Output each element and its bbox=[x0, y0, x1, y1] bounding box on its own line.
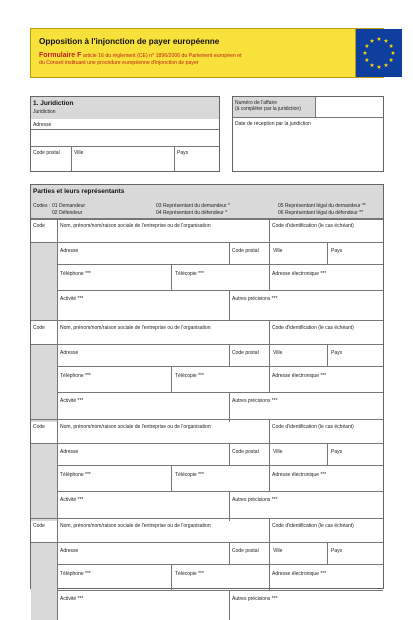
eu-stars bbox=[356, 29, 402, 77]
jurisdiction-address-label: Adresse bbox=[33, 122, 52, 128]
party-code-label: Code bbox=[33, 523, 45, 529]
party-postal-field[interactable] bbox=[230, 357, 269, 366]
jurisdiction-country-field[interactable] bbox=[175, 157, 219, 171]
code-05: 05 Représentant légal du demandeur ** bbox=[278, 203, 366, 209]
eu-star-icon bbox=[389, 58, 393, 62]
jurisdiction-city-label: Ville bbox=[74, 150, 84, 156]
party-fax-label: Télécopie *** bbox=[175, 271, 204, 277]
party-other-field[interactable] bbox=[230, 303, 383, 320]
parties-heading: Parties et leurs représentants bbox=[33, 188, 125, 195]
eu-flag-icon bbox=[355, 29, 402, 77]
party-id-label: Code d'identification (le cas échéant) bbox=[272, 325, 354, 331]
code-02: 02 Défendeur bbox=[52, 210, 83, 216]
party-code-label: Code bbox=[33, 325, 45, 331]
party-activity-label: Activité *** bbox=[60, 497, 84, 503]
party-city-label: Ville bbox=[273, 449, 283, 455]
party-side-band bbox=[31, 345, 57, 422]
party-country-label: Pays bbox=[331, 350, 343, 356]
party-city-label: Ville bbox=[273, 248, 283, 254]
codes-label: Codes : bbox=[33, 203, 51, 209]
jurisdiction-section bbox=[30, 96, 220, 172]
party-code-label: Code bbox=[33, 223, 45, 229]
party-side-band bbox=[31, 543, 57, 620]
party-id-field[interactable] bbox=[270, 530, 383, 542]
party-fax-field[interactable] bbox=[172, 278, 269, 290]
party-activity-label: Activité *** bbox=[60, 398, 84, 404]
subtitle-line-2: du Conseil instituant une procédure européenne d'injonction de payer bbox=[39, 60, 199, 66]
eu-star-icon bbox=[370, 63, 374, 67]
party-country-label: Pays bbox=[331, 449, 343, 455]
party-other-label: Autres précisions *** bbox=[232, 497, 278, 503]
form-header bbox=[30, 28, 384, 78]
party-address-label: Adresse bbox=[60, 350, 79, 356]
party-postal-label: Code postal bbox=[232, 350, 259, 356]
party-address-field[interactable] bbox=[58, 255, 229, 264]
party-country-label: Pays bbox=[331, 248, 343, 254]
party-phone-label: Téléphone *** bbox=[60, 271, 91, 277]
party-phone-label: Téléphone *** bbox=[60, 571, 91, 577]
party-side-band bbox=[31, 243, 57, 320]
party-id-label: Code d'identification (le cas échéant) bbox=[272, 523, 354, 529]
eu-star-icon bbox=[389, 44, 393, 48]
jurisdiction-country-label: Pays bbox=[177, 150, 189, 156]
party-name-field[interactable] bbox=[58, 431, 269, 443]
party-other-field[interactable] bbox=[230, 603, 383, 620]
form-title: Opposition à l'injonction de payer européenne bbox=[39, 37, 220, 46]
party-block-2 bbox=[31, 320, 383, 422]
party-fax-label: Télécopie *** bbox=[175, 571, 204, 577]
party-block-4 bbox=[31, 518, 383, 620]
eu-star-icon bbox=[363, 51, 367, 55]
party-city-field[interactable] bbox=[270, 357, 327, 366]
party-code-field[interactable] bbox=[31, 230, 57, 242]
party-postal-label: Code postal bbox=[232, 548, 259, 554]
party-email-label: Adresse électronique *** bbox=[272, 373, 327, 379]
party-block-3 bbox=[31, 419, 383, 521]
code-01: 01 Demandeur bbox=[52, 203, 86, 209]
form-subtitle bbox=[39, 52, 334, 67]
party-email-label: Adresse électronique *** bbox=[272, 271, 327, 277]
party-email-field[interactable] bbox=[270, 479, 383, 491]
party-block-1 bbox=[31, 218, 383, 320]
eu-star-icon bbox=[377, 65, 381, 69]
party-postal-field[interactable] bbox=[230, 255, 269, 264]
jurisdiction-name-field[interactable] bbox=[31, 119, 219, 129]
party-email-label: Adresse électronique *** bbox=[272, 571, 327, 577]
party-phone-label: Téléphone *** bbox=[60, 373, 91, 379]
party-name-field[interactable] bbox=[58, 332, 269, 344]
reception-date-field[interactable] bbox=[233, 128, 383, 171]
party-country-field[interactable] bbox=[328, 255, 383, 264]
party-name-label: Nom, prénom/nom/raison sociale de l'entreprise ou de l'organisation bbox=[60, 223, 211, 229]
reception-date-label: Date de réception par la juridiction bbox=[235, 121, 311, 127]
eu-star-icon bbox=[365, 58, 369, 62]
party-code-field[interactable] bbox=[31, 332, 57, 344]
party-email-field[interactable] bbox=[270, 278, 383, 290]
party-country-field[interactable] bbox=[328, 357, 383, 366]
party-other-label: Autres précisions *** bbox=[232, 596, 278, 602]
party-address-field[interactable] bbox=[58, 357, 229, 366]
party-address-label: Adresse bbox=[60, 548, 79, 554]
party-phone-field[interactable] bbox=[58, 578, 171, 590]
party-id-label: Code d'identification (le cas échéant) bbox=[272, 223, 354, 229]
code-04: 04 Représentant du défendeur * bbox=[156, 210, 228, 216]
party-side-band bbox=[31, 444, 57, 521]
party-city-field[interactable] bbox=[270, 456, 327, 465]
party-name-field[interactable] bbox=[58, 530, 269, 542]
party-phone-field[interactable] bbox=[58, 278, 171, 290]
eu-star-icon bbox=[377, 37, 381, 41]
party-fax-label: Télécopie *** bbox=[175, 373, 204, 379]
case-number-label: Numéro de l'affaire bbox=[235, 100, 277, 106]
party-postal-field[interactable] bbox=[230, 456, 269, 465]
party-city-label: Ville bbox=[273, 350, 283, 356]
party-code-field[interactable] bbox=[31, 431, 57, 443]
party-name-label: Nom, prénom/nom/raison sociale de l'entreprise ou de l'organisation bbox=[60, 523, 211, 529]
eu-star-icon bbox=[370, 39, 374, 43]
party-country-field[interactable] bbox=[328, 555, 383, 564]
party-activity-field[interactable] bbox=[58, 603, 229, 620]
case-number-field[interactable] bbox=[316, 97, 383, 117]
case-section bbox=[232, 96, 384, 172]
party-address-field[interactable] bbox=[58, 555, 229, 564]
jurisdiction-postal-field[interactable] bbox=[31, 157, 71, 171]
party-id-field[interactable] bbox=[270, 431, 383, 443]
jurisdiction-city-field[interactable] bbox=[72, 157, 174, 171]
party-address-label: Adresse bbox=[60, 248, 79, 254]
party-country-field[interactable] bbox=[328, 456, 383, 465]
party-fax-label: Télécopie *** bbox=[175, 472, 204, 478]
party-phone-field[interactable] bbox=[58, 380, 171, 392]
party-city-field[interactable] bbox=[270, 255, 327, 264]
jurisdiction-address-field[interactable] bbox=[31, 130, 219, 146]
party-activity-field[interactable] bbox=[58, 303, 229, 320]
party-postal-label: Code postal bbox=[232, 449, 259, 455]
party-code-label: Code bbox=[33, 424, 45, 430]
party-address-label: Adresse bbox=[60, 449, 79, 455]
party-country-label: Pays bbox=[331, 548, 343, 554]
jurisdiction-postal-label: Code postal bbox=[33, 150, 60, 156]
party-fax-field[interactable] bbox=[172, 380, 269, 392]
party-id-field[interactable] bbox=[270, 230, 383, 242]
form-label: Formulaire F bbox=[39, 52, 82, 59]
party-postal-label: Code postal bbox=[232, 248, 259, 254]
subtitle-line-1: article 16 du règlement (CE) n° 1896/2006 du Parlement européen et bbox=[82, 53, 242, 59]
party-email-field[interactable] bbox=[270, 578, 383, 590]
party-activity-label: Activité *** bbox=[60, 296, 84, 302]
jurisdiction-name-label: Juridiction bbox=[33, 109, 56, 115]
eu-star-icon bbox=[384, 39, 388, 43]
party-name-field[interactable] bbox=[58, 230, 269, 242]
case-number-note: (à compléter par la juridiction) bbox=[235, 106, 301, 112]
eu-star-icon bbox=[365, 44, 369, 48]
party-name-label: Nom, prénom/nom/raison sociale de l'entreprise ou de l'organisation bbox=[60, 424, 211, 430]
party-id-label: Code d'identification (le cas échéant) bbox=[272, 424, 354, 430]
party-id-field[interactable] bbox=[270, 332, 383, 344]
eu-star-icon bbox=[384, 63, 388, 67]
party-email-label: Adresse électronique *** bbox=[272, 472, 327, 478]
code-06: 06 Représentant légal du défendeur ** bbox=[278, 210, 364, 216]
party-phone-label: Téléphone *** bbox=[60, 472, 91, 478]
party-phone-field[interactable] bbox=[58, 479, 171, 491]
party-other-label: Autres précisions *** bbox=[232, 398, 278, 404]
jurisdiction-heading: 1. Juridiction bbox=[33, 100, 74, 107]
party-fax-field[interactable] bbox=[172, 578, 269, 590]
party-city-label: Ville bbox=[273, 548, 283, 554]
party-name-label: Nom, prénom/nom/raison sociale de l'entreprise ou de l'organisation bbox=[60, 325, 211, 331]
party-other-label: Autres précisions *** bbox=[232, 296, 278, 302]
party-postal-field[interactable] bbox=[230, 555, 269, 564]
code-03: 03 Représentant du demandeur * bbox=[156, 203, 230, 209]
party-address-field[interactable] bbox=[58, 456, 229, 465]
eu-star-icon bbox=[391, 51, 395, 55]
party-email-field[interactable] bbox=[270, 380, 383, 392]
party-fax-field[interactable] bbox=[172, 479, 269, 491]
party-code-field[interactable] bbox=[31, 530, 57, 542]
party-city-field[interactable] bbox=[270, 555, 327, 564]
party-activity-label: Activité *** bbox=[60, 596, 84, 602]
